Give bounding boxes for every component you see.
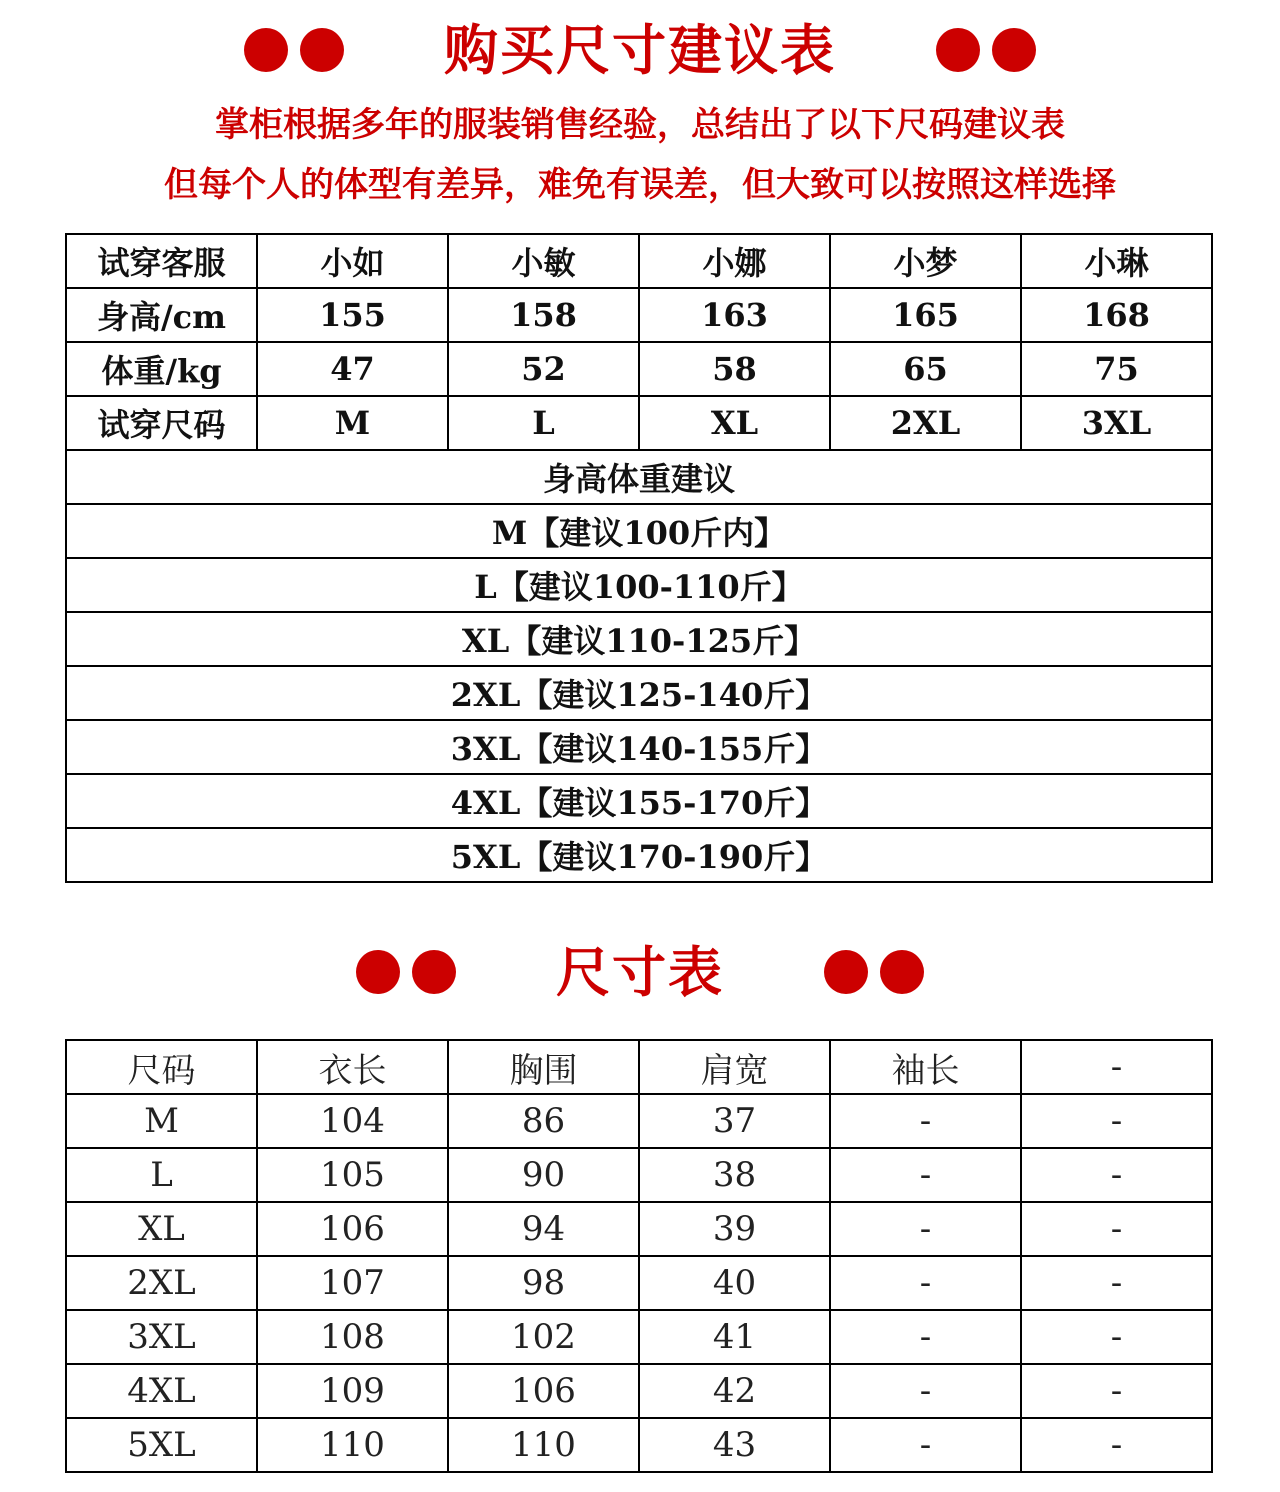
section-title: 尺寸表: [556, 940, 724, 1004]
table-cell: -: [830, 1148, 1021, 1202]
table-row: [66, 1418, 1212, 1472]
advice-cell: 5XL【建议170-190斤】: [66, 828, 1212, 882]
advice-row: [66, 612, 1212, 666]
table-cell: 37: [639, 1094, 830, 1148]
table-cell: 52: [448, 342, 639, 396]
table-cell: 42: [639, 1364, 830, 1418]
decorative-dots-left: [356, 950, 456, 994]
table-cell: -: [830, 1418, 1021, 1472]
table-header-row: [66, 1040, 1212, 1094]
table-cell: 106: [448, 1364, 639, 1418]
size-label-cell: XL: [66, 1202, 257, 1256]
table-cell: 105: [257, 1148, 448, 1202]
table-cell: 47: [257, 342, 448, 396]
table-cell: -: [1021, 1310, 1212, 1364]
header-cell: -: [1021, 1040, 1212, 1094]
table-cell: 39: [639, 1202, 830, 1256]
table-cell: -: [830, 1094, 1021, 1148]
header-cell: 肩宽: [639, 1040, 830, 1094]
advice-cell: 2XL【建议125-140斤】: [66, 666, 1212, 720]
table-row: [66, 1256, 1212, 1310]
table-cell: 43: [639, 1418, 830, 1472]
decorative-dots-left: [244, 28, 344, 72]
table-cell: 98: [448, 1256, 639, 1310]
table-cell: M: [257, 396, 448, 450]
advice-title: 身高体重建议: [66, 450, 1212, 504]
table-header-row: [66, 234, 1212, 288]
table-row-height: [66, 288, 1212, 342]
advice-row: [66, 720, 1212, 774]
table-cell: 110: [448, 1418, 639, 1472]
table-cell: 158: [448, 288, 639, 342]
size-chart-table: [65, 1039, 1213, 1473]
advice-cell: L【建议100-110斤】: [66, 558, 1212, 612]
table-cell: 155: [257, 288, 448, 342]
size-label-cell: 5XL: [66, 1418, 257, 1472]
table-cell: 41: [639, 1310, 830, 1364]
table-cell: 109: [257, 1364, 448, 1418]
table-cell: 104: [257, 1094, 448, 1148]
table-row: [66, 1094, 1212, 1148]
table-cell: 40: [639, 1256, 830, 1310]
header-cell: 胸围: [448, 1040, 639, 1094]
table-cell: 94: [448, 1202, 639, 1256]
size-suggestion-table: [65, 233, 1213, 883]
table-cell: 2XL: [830, 396, 1021, 450]
table-row: [66, 1148, 1212, 1202]
advice-cell: XL【建议110-125斤】: [66, 612, 1212, 666]
table-cell: -: [830, 1256, 1021, 1310]
row-label-cell: 试穿尺码: [66, 396, 257, 450]
header-cell: 试穿客服: [66, 234, 257, 288]
table-cell: 3XL: [1021, 396, 1212, 450]
size-chart-heading: [0, 942, 1280, 1002]
table-row: [66, 1364, 1212, 1418]
red-dot-icon: [412, 950, 456, 994]
table-cell: 165: [830, 288, 1021, 342]
size-suggestion-heading: [0, 20, 1280, 80]
table-cell: -: [1021, 1094, 1212, 1148]
table-cell: -: [1021, 1202, 1212, 1256]
table-cell: 75: [1021, 342, 1212, 396]
table-cell: 163: [639, 288, 830, 342]
table-cell: 86: [448, 1094, 639, 1148]
advice-cell: M【建议100斤内】: [66, 504, 1212, 558]
advice-row: [66, 828, 1212, 882]
table-cell: -: [1021, 1364, 1212, 1418]
table-row-weight: [66, 342, 1212, 396]
advice-cell: 3XL【建议140-155斤】: [66, 720, 1212, 774]
red-dot-icon: [356, 950, 400, 994]
table-cell: -: [830, 1310, 1021, 1364]
size-label-cell: 4XL: [66, 1364, 257, 1418]
size-label-cell: L: [66, 1148, 257, 1202]
red-dot-icon: [244, 28, 288, 72]
subtitle-line-2: 但每个人的体型有差异，难免有误差，但大致可以按照这样选择: [164, 165, 1116, 205]
table-cell: 65: [830, 342, 1021, 396]
table-cell: -: [1021, 1148, 1212, 1202]
table-cell: 102: [448, 1310, 639, 1364]
table-cell: 106: [257, 1202, 448, 1256]
decorative-dots-right: [936, 28, 1036, 72]
advice-row: [66, 504, 1212, 558]
table-cell: 108: [257, 1310, 448, 1364]
advice-title-row: [66, 450, 1212, 504]
table-cell: 58: [639, 342, 830, 396]
table-cell: -: [1021, 1256, 1212, 1310]
table-cell: -: [830, 1364, 1021, 1418]
row-label-cell: 体重/kg: [66, 342, 257, 396]
page-title: 购买尺寸建议表: [444, 18, 836, 82]
header-cell: 小如: [257, 234, 448, 288]
advice-row: [66, 558, 1212, 612]
red-dot-icon: [300, 28, 344, 72]
subtitle-line-1: 掌柜根据多年的服装销售经验，总结出了以下尺码建议表: [215, 105, 1065, 145]
table-cell: -: [830, 1202, 1021, 1256]
table-cell: 38: [639, 1148, 830, 1202]
table-cell: XL: [639, 396, 830, 450]
red-dot-icon: [992, 28, 1036, 72]
table-cell: 110: [257, 1418, 448, 1472]
header-cell: 小敏: [448, 234, 639, 288]
size-label-cell: 2XL: [66, 1256, 257, 1310]
decorative-dots-right: [824, 950, 924, 994]
table-cell: 90: [448, 1148, 639, 1202]
table-row: [66, 1202, 1212, 1256]
header-cell: 袖长: [830, 1040, 1021, 1094]
advice-row: [66, 666, 1212, 720]
advice-row: [66, 774, 1212, 828]
header-cell: 小娜: [639, 234, 830, 288]
red-dot-icon: [936, 28, 980, 72]
advice-cell: 4XL【建议155-170斤】: [66, 774, 1212, 828]
size-label-cell: 3XL: [66, 1310, 257, 1364]
red-dot-icon: [824, 950, 868, 994]
header-cell: 衣长: [257, 1040, 448, 1094]
row-label-cell: 身高/cm: [66, 288, 257, 342]
header-cell: 小琳: [1021, 234, 1212, 288]
header-cell: 尺码: [66, 1040, 257, 1094]
table-cell: 168: [1021, 288, 1212, 342]
header-cell: 小梦: [830, 234, 1021, 288]
table-cell: -: [1021, 1418, 1212, 1472]
table-row-trial-size: [66, 396, 1212, 450]
table-row: [66, 1310, 1212, 1364]
table-cell: 107: [257, 1256, 448, 1310]
table-cell: L: [448, 396, 639, 450]
size-label-cell: M: [66, 1094, 257, 1148]
red-dot-icon: [880, 950, 924, 994]
